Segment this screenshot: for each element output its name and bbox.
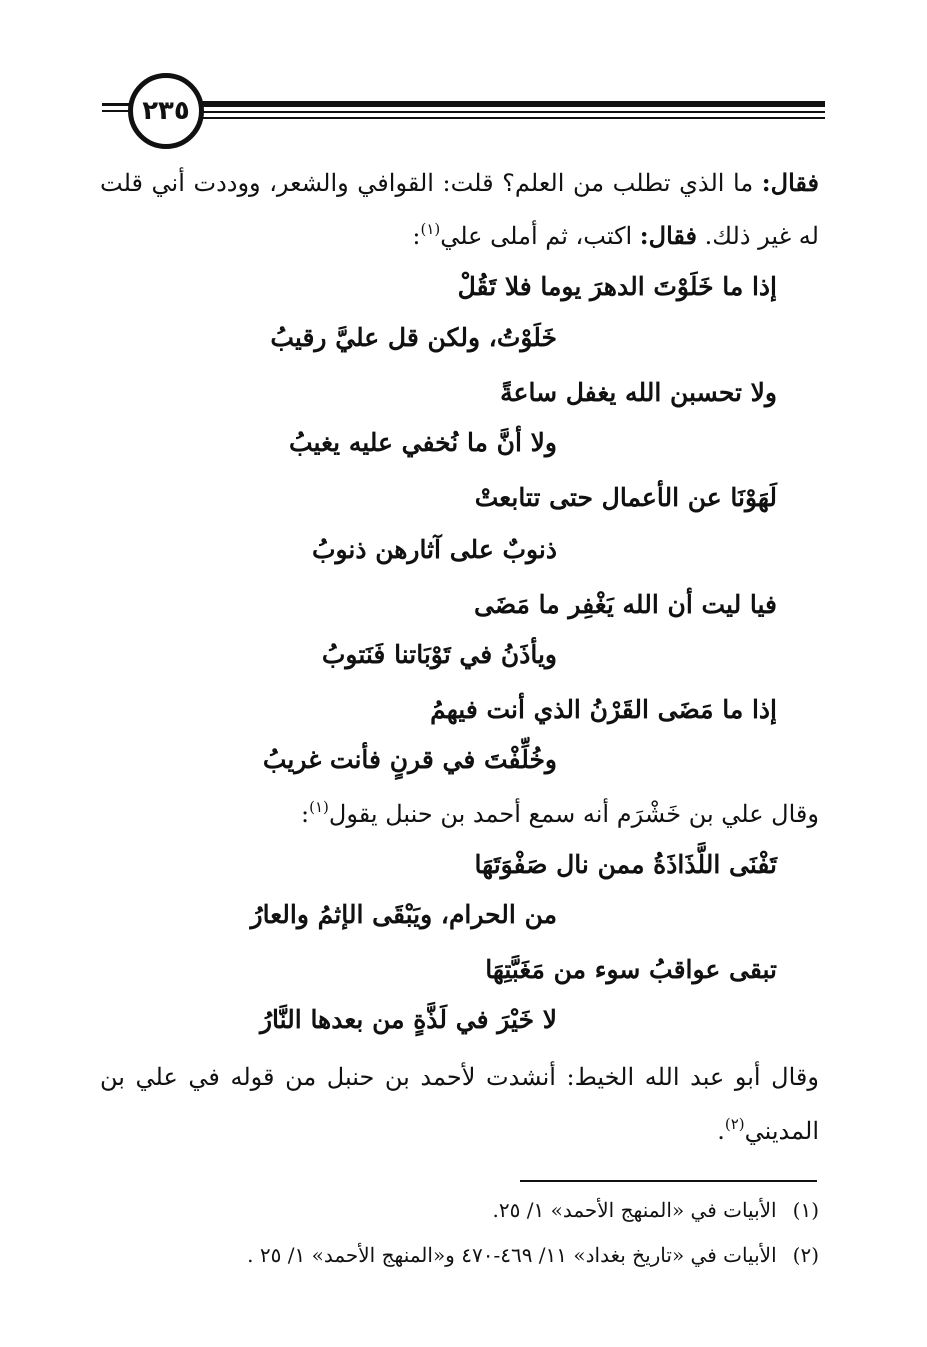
poem-1-verse-2a: ولا تحسبن الله يغفل ساعةً xyxy=(500,378,777,407)
poem-1-verse-1b: خَلَوْتُ، ولكن قل عليَّ رقيبُ xyxy=(270,323,557,352)
footnote-marker: (١) xyxy=(420,220,441,238)
poem-1-verse-1a: إذا ما خَلَوْتَ الدهرَ يوما فلا تَقُلْ xyxy=(457,272,777,301)
paragraph-text: المديني xyxy=(744,1117,819,1145)
footnote-text: الأبيات في «المنهج الأحمد» ١/ ٢٥. xyxy=(492,1198,777,1222)
footnote-number: (١) xyxy=(792,1198,819,1222)
footnote-separator xyxy=(520,1180,817,1182)
header-rule-right-thick xyxy=(200,101,825,107)
paragraph-2 xyxy=(301,798,819,828)
poem-1-verse-4a: فيا ليت أن الله يَغْفِر ما مَضَى xyxy=(474,590,777,619)
page-number: ٢٣٥ xyxy=(128,73,204,149)
poem-2-verse-2a: تبقى عواقبُ سوء من مَغَبَّتِهَا xyxy=(485,955,777,984)
footnote-text: الأبيات في «تاريخ بغداد» ١١/ ٤٦٩-٤٧٠ و«المنهج الأحمد» ١/ ٢٥ . xyxy=(247,1243,777,1267)
speaker-label: فقال: xyxy=(639,221,698,250)
paragraph-text: له غير ذلك. xyxy=(697,222,819,250)
punctuation: : xyxy=(301,800,310,828)
poem-1-verse-3a: لَهَوْنَا عن الأعمال حتى تتابعتْ xyxy=(474,483,777,512)
punctuation: : xyxy=(412,222,421,250)
poem-1-verse-5b: وخُلِّفْتَ في قرنٍ فأنت غريبُ xyxy=(262,745,557,774)
paragraph-3-line-1: وقال أبو عبد الله الخيط: أنشدت لأحمد بن حنبل من قوله في علي بن xyxy=(100,1063,819,1091)
footnote-1 xyxy=(493,1198,819,1222)
poem-1-verse-4b: ويأذَنُ في تَوْبَاتنا فَنَتوبُ xyxy=(321,640,557,669)
footnote-marker: (٢) xyxy=(724,1115,745,1133)
paragraph-text: وقال علي بن خَشْرَم أنه سمع أحمد بن حنبل يقول xyxy=(328,800,819,828)
footnote-2 xyxy=(247,1243,819,1267)
paragraph-1-line-1 xyxy=(100,168,819,197)
paragraph-3-line-2 xyxy=(717,1115,819,1145)
poem-1-verse-5a: إذا ما مَضَى القَرْنُ الذي أنت فيهمُ xyxy=(430,695,777,724)
page-header xyxy=(0,0,927,160)
paragraph-1-line-2 xyxy=(412,220,819,250)
poem-2-verse-2b: لا خَيْرَ في لَذَّةٍ من بعدها النَّارُ xyxy=(259,1005,557,1034)
speaker-label: فقال: xyxy=(761,168,819,197)
footnote-number: (٢) xyxy=(792,1243,819,1267)
header-rule-right-thin-1 xyxy=(200,111,825,113)
poem-1-verse-3b: ذنوبٌ على آثارهن ذنوبُ xyxy=(311,535,557,564)
poem-2-verse-1b: من الحرام، ويَبْقَى الإثمُ والعارُ xyxy=(250,900,557,929)
poem-2-verse-1a: تَفْنَى اللَّذَاذَةُ ممن نال صَفْوَتَهَا xyxy=(474,850,777,879)
paragraph-text: اكتب، ثم أملى علي xyxy=(440,222,640,250)
footnote-marker: (١) xyxy=(309,798,329,816)
poem-1-verse-2b: ولا أنَّ ما نُخفي عليه يغيبُ xyxy=(289,428,557,457)
paragraph-text: ما الذي تطلب من العلم؟ قلت: القوافي والشعر، ووددت أني قلت xyxy=(100,169,762,197)
punctuation: . xyxy=(717,1117,725,1145)
header-rule-right-thin-2 xyxy=(200,117,825,119)
